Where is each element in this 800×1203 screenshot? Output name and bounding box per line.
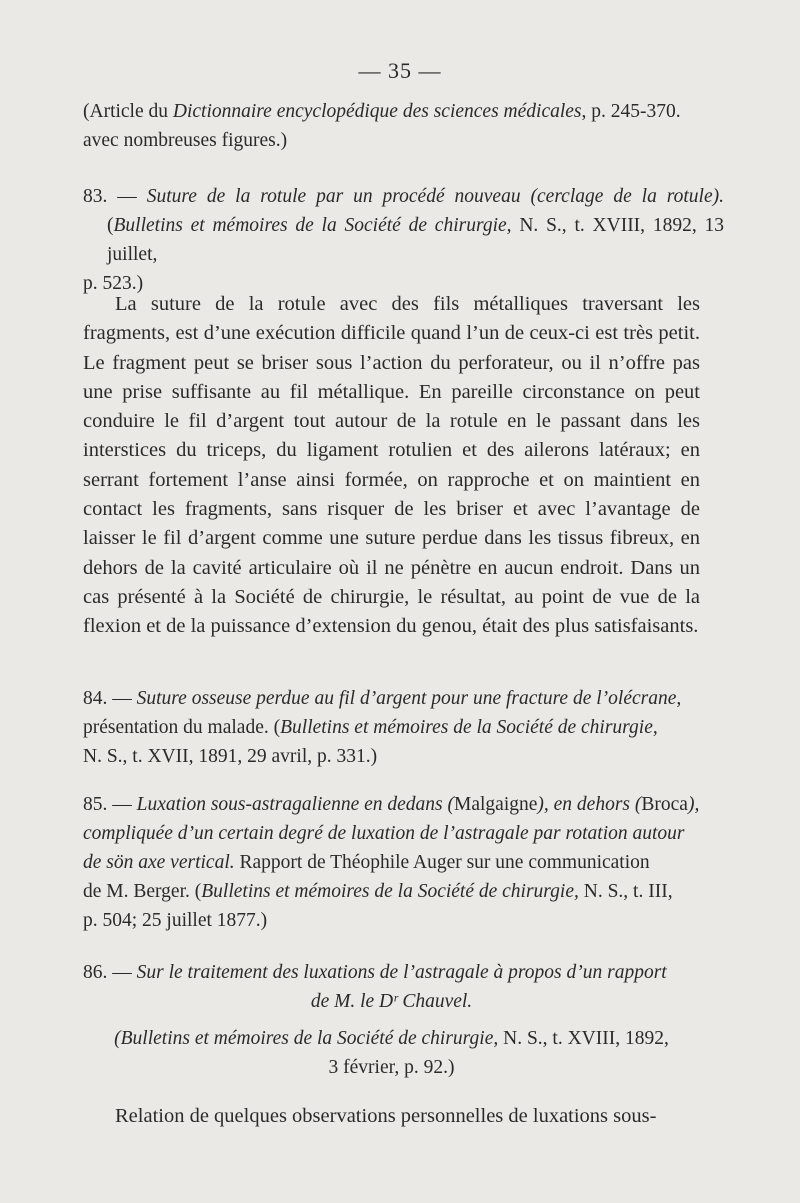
last-line: Relation de quelques observations personnelles de luxations sous-	[115, 1105, 657, 1127]
entry-83-journal: Bulletins et mémoires de la Société de chirurgie,	[113, 215, 512, 236]
intro-reference	[83, 97, 700, 155]
entry-86-volume: N. S., t. XVIII, 1892,	[498, 1028, 669, 1049]
entry-85-volume: N. S., t. III,	[578, 881, 673, 902]
entry-86-number: 86. —	[83, 962, 137, 983]
entry-86-title-2: de M. le Dʳ Chauvel.	[310, 991, 473, 1012]
entry-85	[83, 790, 724, 935]
entry-85-date: p. 504; 25 juillet 1877.)	[83, 910, 268, 931]
entry-85-malgaigne: Malgaigne	[454, 794, 538, 815]
entry-84	[83, 684, 724, 771]
entry-83-title: Suture de la rotule par un procédé nouveau (cerclage de la rotule).	[146, 186, 724, 207]
intro-line-1	[83, 97, 700, 126]
intro-title: Dictionnaire encyclopédique des sciences médicales	[172, 101, 582, 122]
entry-85-number: 85. —	[83, 794, 137, 815]
intro-line-2: avec nombreuses figures.)	[83, 130, 288, 151]
entry-84-journal: Bulletins et mémoires de la Société de chirurgie,	[280, 717, 658, 738]
entry-85-title-b: ), en dehors (	[537, 794, 642, 815]
entry-83-open: (	[107, 215, 114, 236]
body-paragraph: La suture de la rotule avec des fils métalliques traversant les fragments, est d’une exécution difficile quand l’un de ceux-ci est très petit. Le fragment peut se briser sous l’action du perforateur, ou il n’offre pas une prise suffisante au fil métallique. En pareille circonstance on peut conduire le fil d’argent tout autour de la rotule en le passant dans les interstices du triceps, du ligament rotulien et des ailerons latéraux; en serrant fortement l’anse ainsi formée, on rapproche et on maintient en contact les fragments, sans risquer de les briser et avec l’avantage de laisser le fil d’argent comme une suture perdue dans les tissus fibreux, en dehors de la cavité articulaire où il ne pénètre en aucun endroit. Dans un cas présenté à la Société de chirurgie, le résultat, au point de vue de la flexion et de la puissance d’extension du genou, était des plus satisfaisants.	[83, 293, 700, 638]
entry-84-presentation: présentation du malade. (	[83, 717, 281, 738]
page-number: — 35 —	[358, 58, 442, 83]
entry-83	[83, 182, 724, 298]
entry-85-title-a: Luxation sous-astragalienne en dedans (	[136, 794, 455, 815]
entry-85-title-line-3: de sön axe vertical.	[83, 852, 235, 873]
entry-86-journal: (Bulletins et mémoires de la Société de chirurgie,	[114, 1028, 499, 1049]
entry-83-page: p. 523.)	[83, 273, 144, 294]
entry-86	[83, 958, 700, 1016]
entry-86-title-1: Sur le traitement des luxations de l’astragale à propos d’un rapport	[136, 962, 667, 983]
entry-83-number: 83. —	[83, 186, 147, 207]
entry-84-number: 84. —	[83, 688, 137, 709]
entry-83-volume: N. S., t. XVIII, 1892, 13 juillet,	[107, 215, 725, 265]
entry-85-author: de M. Berger. (	[83, 881, 202, 902]
entry-85-report: Rapport de Théophile Auger sur une communication	[234, 852, 650, 873]
entry-84-volume: N. S., t. XVII, 1891, 29 avril, p. 331.)	[83, 746, 378, 767]
intro-open: (Article du	[83, 101, 173, 122]
intro-rest: , p. 245-370.	[581, 101, 681, 122]
entry-86-date: 3 février, p. 92.)	[328, 1057, 455, 1078]
entry-85-title-c: ),	[687, 794, 700, 815]
entry-85-broca: Broca	[641, 794, 688, 815]
entry-85-title-line-2: compliquée d’un certain degré de luxation de l’astragale par rotation autour	[83, 823, 685, 844]
entry-85-journal: Bulletins et mémoires de la Société de chirurgie,	[201, 881, 579, 902]
entry-86-reference	[83, 1024, 700, 1082]
entry-84-title: Suture osseuse perdue au fil d’argent pour une fracture de l’olécrane,	[136, 688, 682, 709]
